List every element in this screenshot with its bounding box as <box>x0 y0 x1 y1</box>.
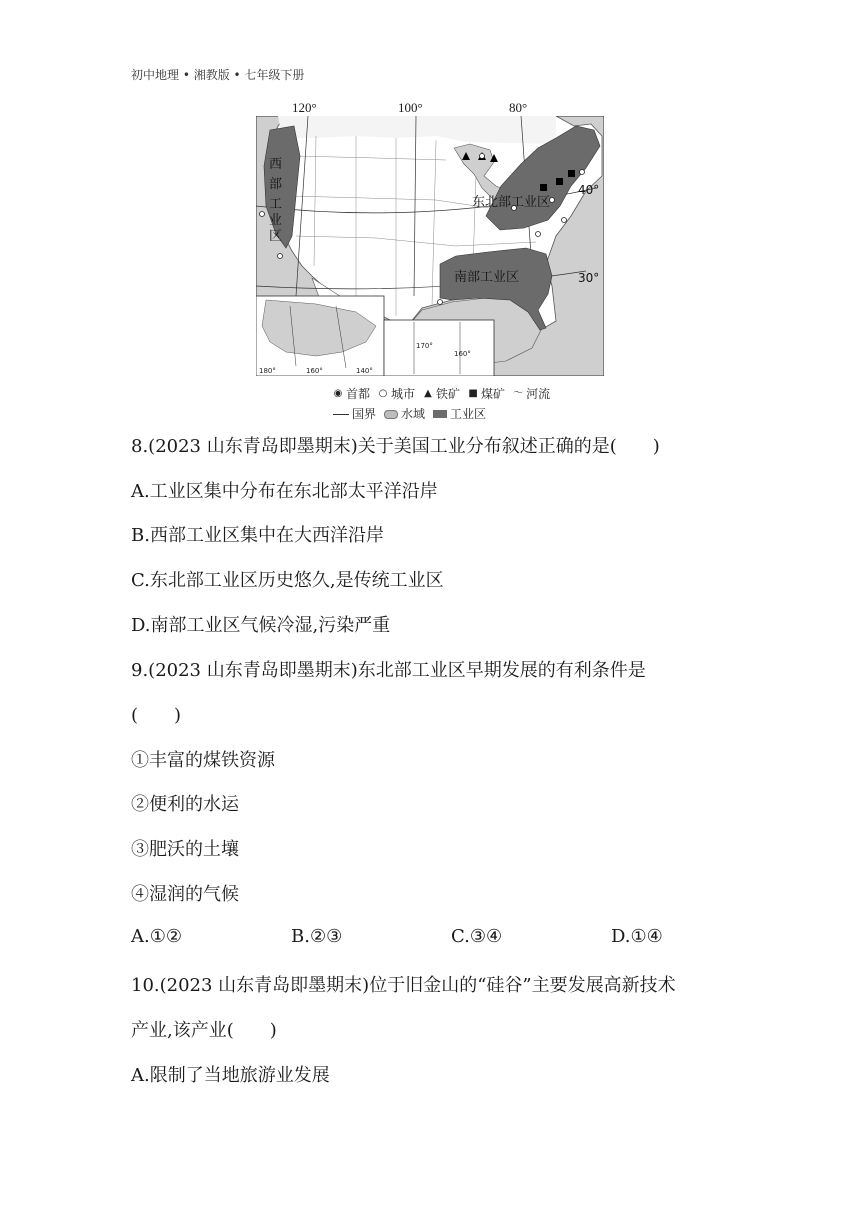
q9-option-b: B.②③ <box>291 926 343 947</box>
map-legend <box>333 384 550 424</box>
legend-row-2 <box>333 404 550 424</box>
svg-text:工: 工 <box>269 197 283 212</box>
legend-label-river: 河流 <box>526 387 551 401</box>
q9-answer-paren: ( ) <box>131 705 182 726</box>
capital-icon: ◉ <box>333 388 343 399</box>
legend-label-border: 国界 <box>352 407 377 421</box>
q8-stem: 8.(2023 山东青岛即墨期末)关于美国工业分布叙述正确的是( ) <box>131 436 660 457</box>
svg-text:部: 部 <box>269 177 283 192</box>
q9-item-1: ①丰富的煤铁资源 <box>131 750 275 771</box>
q9-item-3: ③肥沃的土壤 <box>131 839 239 860</box>
legend-label-coal: 煤矿 <box>481 387 506 401</box>
coal-mine-icon: ■ <box>468 388 478 399</box>
inset-lon-140: 140° <box>356 367 373 375</box>
water-icon <box>384 410 398 419</box>
q8-option-d: D.南部工业区气候冷湿,污染严重 <box>131 615 391 636</box>
city-icon: ○ <box>378 388 388 399</box>
border-icon <box>333 414 349 415</box>
inset-lon-160: 160° <box>306 367 323 375</box>
industrial-zone-icon <box>433 410 447 418</box>
longitude-label-80: 80° <box>509 100 528 115</box>
river-icon: 〜 <box>513 388 524 399</box>
q9-item-2: ②便利的水运 <box>131 794 239 815</box>
us-industry-map <box>256 116 604 376</box>
q8-option-b: B.西部工业区集中在大西洋沿岸 <box>131 525 384 546</box>
legend-row-1 <box>333 384 550 404</box>
region-label-northeast: 东北部工业区 <box>472 195 551 210</box>
q10-stem-line2: 产业,该产业( ) <box>131 1020 277 1041</box>
q9-item-4: ④湿润的气候 <box>131 884 239 905</box>
inset2-lon-160: 160° <box>454 350 471 358</box>
inset-lon-180: 180° <box>259 367 276 375</box>
inset2-lon-170: 170° <box>416 342 433 350</box>
legend-label-water: 水域 <box>401 407 426 421</box>
latitude-label-30: 30° <box>578 271 600 285</box>
svg-text:业: 业 <box>269 213 283 228</box>
q10-option-a: A.限制了当地旅游业发展 <box>131 1065 330 1086</box>
longitude-label-100: 100° <box>398 100 423 115</box>
svg-text:区: 区 <box>269 229 283 244</box>
region-label-south: 南部工业区 <box>454 270 520 285</box>
q9-option-c: C.③④ <box>451 926 503 947</box>
legend-label-iron: 铁矿 <box>436 387 461 401</box>
legend-label-capital: 首都 <box>346 387 371 401</box>
page-header: 初中地理 • 湘教版 • 七年级下册 <box>131 68 305 82</box>
q9-option-d: D.①④ <box>611 926 663 947</box>
q9-option-a: A.①② <box>131 926 182 947</box>
longitude-label-120: 120° <box>292 100 317 115</box>
region-label-west-1: 西 <box>269 157 283 172</box>
legend-label-industrial: 工业区 <box>450 407 487 421</box>
legend-label-city: 城市 <box>391 387 416 401</box>
q8-option-c: C.东北部工业区历史悠久,是传统工业区 <box>131 570 444 591</box>
iron-mine-icon: ▲ <box>424 388 432 399</box>
q9-stem: 9.(2023 山东青岛即墨期末)东北部工业区早期发展的有利条件是 <box>131 660 646 681</box>
q8-option-a: A.工业区集中分布在东北部太平洋沿岸 <box>131 481 438 502</box>
q10-stem-line1: 10.(2023 山东青岛即墨期末)位于旧金山的“硅谷”主要发展高新技术 <box>131 975 676 996</box>
latitude-label-40: 40° <box>578 183 600 197</box>
